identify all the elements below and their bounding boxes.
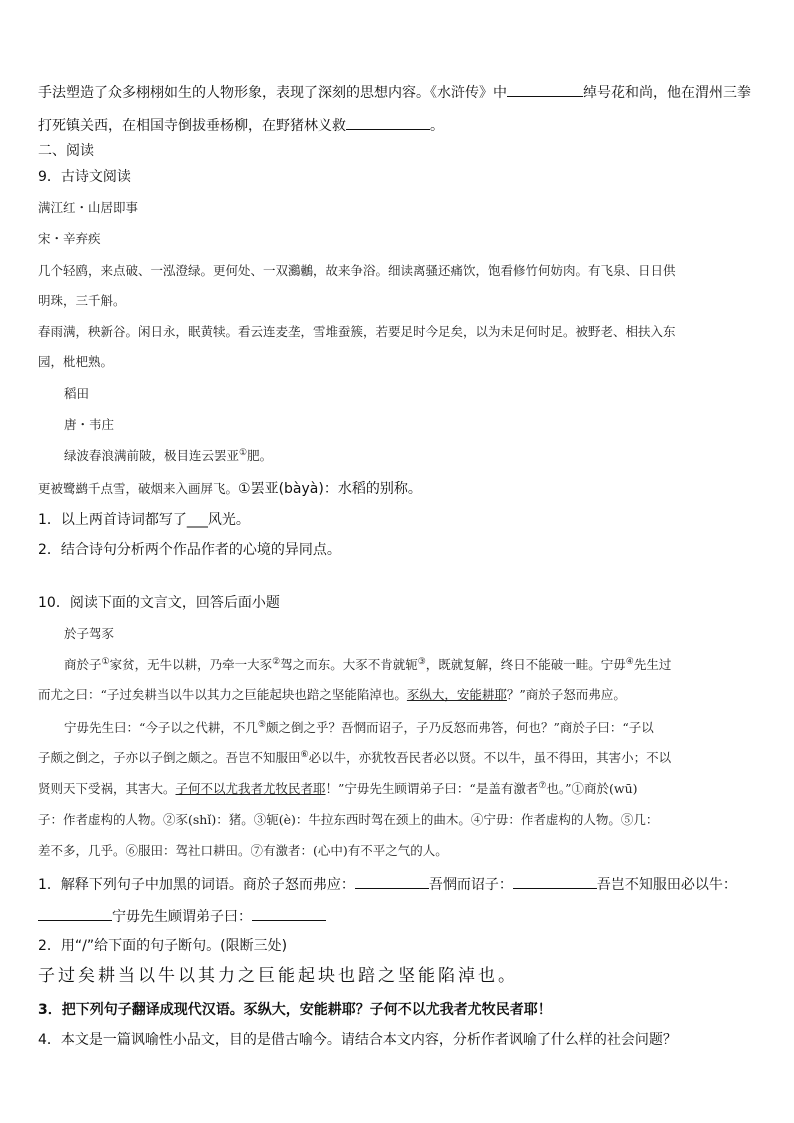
answer-blank[interactable] <box>252 906 326 921</box>
poem2-text: 肥。 <box>247 448 273 463</box>
passage-text: 贤则天下受祸，其害大。 <box>38 781 176 796</box>
underlined-sentence: 子何不以尤我者尤牧民者耶 <box>175 781 326 796</box>
section-heading: 二、阅读 <box>38 143 94 159</box>
footnote-marker: ④ <box>625 656 634 667</box>
passage-text: 宁毋先生曰：“今子以之代耕，不几 <box>64 720 258 735</box>
passage-line <box>64 719 654 737</box>
poem1-line: 春雨满，秧新谷。闲日永，眠黄犊。看云连麦垄，雪堆蚕簇，若要足时今足矣，以为未足何时足。被野老、相扶入东 <box>38 324 676 339</box>
q8-text: 打死镇关西，在相国寺倒拔垂杨柳，在野猪林义救 <box>38 118 346 134</box>
passage-text: 驾之而东。大豕不肯就轭 <box>280 657 418 672</box>
poem2-title: 稻田 <box>64 386 90 401</box>
passage-line <box>38 749 671 767</box>
q8-line-1 <box>38 82 751 102</box>
q10-question-2: 2．用“/”给下面的句子断句。(限断三处) <box>38 938 288 954</box>
answer-blank[interactable] <box>346 115 430 130</box>
question-text: 宁毋先生顾谓弟子曰： <box>112 909 252 925</box>
passage-text: ！”宁毋先生顾谓弟子曰：“是盖有激者 <box>325 781 539 796</box>
passage-text: 先生过 <box>633 657 672 672</box>
passage-text: 家贫，无牛以耕，乃牵一大豕 <box>109 657 273 672</box>
q9-heading: 9．古诗文阅读 <box>38 169 131 185</box>
question-text: 吾岂不知服田必以牛： <box>596 877 737 893</box>
passage-notes: 差不多，几乎。⑥服田：驾社口耕田。⑦有激者：(心中)有不平之气的人。 <box>38 843 448 858</box>
answer-blank[interactable] <box>513 874 597 889</box>
q10-question-1 <box>38 874 737 894</box>
q9-question-1: 1．以上两首诗词都写了___风光。 <box>38 512 250 528</box>
footnote-marker: ⑤ <box>257 719 266 730</box>
underlined-sentence: 豕纵大，安能耕耶 <box>406 687 507 702</box>
poem2-text: 更被鹭鹚千点雪，破烟来入画屏飞。 <box>38 481 239 496</box>
footnote-marker: ⑥ <box>300 749 309 760</box>
poem1-line: 几个轻鸥，来点破、一泓澄绿。更何处、一双鸂鶒，故来争浴。细读离骚还痛饮，饱看修竹何妨肉。有飞泉、日日供 <box>38 263 676 278</box>
footnote-marker: ② <box>272 656 281 667</box>
passage-text: 颇之倒之乎？吾惘而诏子，子乃反怒而弗答，何也？”商於子曰：“子以 <box>265 720 654 735</box>
question-text: 吾惘而诏子： <box>428 877 513 893</box>
passage-line <box>64 656 671 674</box>
answer-blank[interactable] <box>507 82 583 97</box>
q8-line-2 <box>38 115 444 135</box>
poem1-title: 满江红・山居即事 <box>38 200 139 215</box>
passage-notes: 子：作者虚构的人物。②豕(shǐ)：猪。③轭(è)：牛拉东西时驾在颈上的曲木。④宁毋：作者虚构的人物。⑤几： <box>38 812 659 827</box>
poem1-line: 明珠，三千斛。 <box>38 293 126 308</box>
poem2-author: 唐・韦庄 <box>64 417 115 432</box>
question-text: 1．解释下列句子中加黑的词语。商於子怒而弗应： <box>38 877 355 893</box>
footnote-marker: ⑦ <box>538 780 547 791</box>
poem2-footnote: ①罢亚(bàyà)：水稻的别称。 <box>238 481 422 497</box>
poem2-line <box>64 447 272 465</box>
passage-text: 商於子 <box>64 657 102 672</box>
q10-question-3: 3．把下列句子翻译成现代汉语。豕纵大，安能耕耶？子何不以尤我者尤牧民者耶！ <box>38 1002 552 1018</box>
passage-text: 也。”①商於(wū) <box>546 781 638 796</box>
q9-question-2: 2．结合诗句分析两个作品作者的心境的异同点。 <box>38 542 341 558</box>
poem2-line-with-note <box>38 480 422 498</box>
passage-title: 於子驾豕 <box>64 626 115 641</box>
poem1-line: 园，枇杷熟。 <box>38 354 114 369</box>
q8-text: 绰号花和尚，他在渭州三拳 <box>583 85 751 101</box>
answer-blank[interactable] <box>38 906 112 921</box>
passage-text: 必以牛，亦犹牧吾民者必以贤。不以牛，虽不得田，其害小；不以 <box>308 750 672 765</box>
passage-line <box>38 686 626 704</box>
passage-text: 而尤之曰：“子过矣耕当以牛以其力之巨能起块也踣之坚能陷淖也。 <box>38 687 407 702</box>
poem2-text: 绿波春浪满前陂，极目连云罢亚 <box>64 448 240 463</box>
passage-text: ？”商於子怒而弗应。 <box>506 687 626 702</box>
footnote-marker: ① <box>101 656 110 667</box>
q10-question-4: 4．本文是一篇讽喻性小品文，目的是借古喻今。请结合本文内容，分析作者讽喻了什么样的社会问题？ <box>38 1032 677 1048</box>
passage-text: ，既就复解，终日不能破一畦。宁毋 <box>425 657 626 672</box>
footnote-marker: ① <box>239 447 248 458</box>
poem1-author: 宋・辛弃疾 <box>38 231 101 246</box>
passage-text: 子颇之倒之，子亦以子倒之颇之。吾岂不知服田 <box>38 750 301 765</box>
q10-heading: 10．阅读下面的文言文，回答后面小题 <box>38 595 280 611</box>
q8-text: 手法塑造了众多栩栩如生的人物形象，表现了深刻的思想内容。《水浒传》中 <box>38 85 507 101</box>
passage-line <box>38 780 638 798</box>
q8-text: 。 <box>430 118 444 134</box>
q10-question-1-cont <box>38 906 326 926</box>
footnote-marker: ③ <box>417 656 426 667</box>
sentence-to-punctuate: 子过矣耕当以牛以其力之巨能起块也踣之坚能陷淖也。 <box>38 966 518 986</box>
answer-blank[interactable] <box>355 874 429 889</box>
